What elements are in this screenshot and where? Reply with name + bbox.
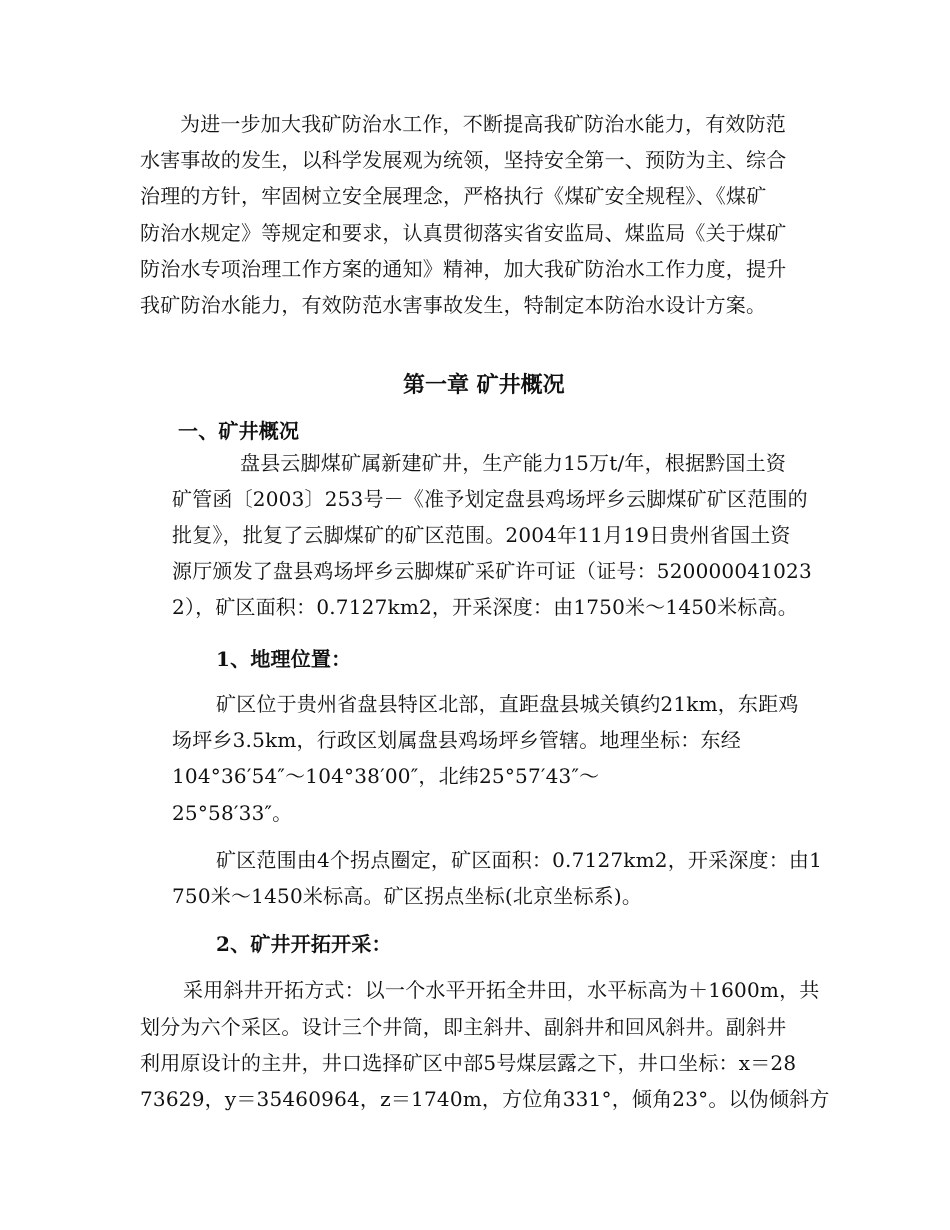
intro-line: 水害事故的发生，以科学发展观为统领，坚持安全第一、预防为主、综合 <box>140 148 787 172</box>
section-line: 批复》，批复了云脚煤矿的矿区范围。2004年11月19日贵州省国土资 <box>172 523 791 547</box>
section-heading: 一、矿井概况 <box>178 419 300 443</box>
subsection-line: 场坪乡3.5km，行政区划属盘县鸡场坪乡管辖。地理坐标：东经 <box>172 728 741 752</box>
subsection-line: 矿区范围由4个拐点圈定，矿区面积：0.7127km2，开采深度：由1 <box>216 848 823 872</box>
subsection-line: 划分为六个采区。设计三个井筒，即主斜井、副斜井和回风斜井。副斜井 <box>140 1015 787 1039</box>
subsection-line: 104°36′54″～104°38′00″，北纬25°57′43″～ <box>172 764 600 788</box>
subsection-heading: 2、矿井开拓开采： <box>216 932 392 956</box>
section-line: 2），矿区面积：0.7127km2，开采深度：由1750米～1450米标高。 <box>172 595 798 619</box>
subsection-line: 25°58′33″。 <box>172 801 293 825</box>
subsection-line: 利用原设计的主井，井口选择矿区中部5号煤层露之下，井口坐标：x＝28 <box>140 1051 797 1075</box>
section-line: 盘县云脚煤矿属新建矿井，生产能力15万t/年，根据黔国土资 <box>240 451 787 475</box>
intro-line: 治理的方针，牢固树立安全展理念，严格执行《煤矿安全规程》、《煤矿 <box>140 184 767 208</box>
subsection-line: 73629，y＝35460964，z＝1740m，方位角331°，倾角23°。以伪倾斜方 <box>140 1087 830 1111</box>
intro-line: 我矿防治水能力，有效防范水害事故发生，特制定本防治水设计方案。 <box>140 293 767 317</box>
intro-line: 防治水专项治理工作方案的通知》精神，加大我矿防治水工作力度，提升 <box>140 257 787 281</box>
subsection-line: 矿区位于贵州省盘县特区北部，直距盘县城关镇约21km，东距鸡 <box>216 692 799 716</box>
section-line: 矿管函〔2003〕253号－《准予划定盘县鸡场坪乡云脚煤矿矿区范围的 <box>172 487 808 511</box>
section-line: 源厅颁发了盘县鸡场坪乡云脚煤矿采矿许可证（证号：520000041023 <box>172 559 812 583</box>
subsection-line: 750米～1450米标高。矿区拐点坐标(北京坐标系)。 <box>172 884 643 908</box>
subsection-line: 采用斜井开拓方式：以一个水平开拓全井田，水平标高为＋1600m，共 <box>183 978 820 1002</box>
intro-line: 为进一步加大我矿防治水工作，不断提高我矿防治水能力，有效防范 <box>180 112 786 136</box>
intro-line: 防治水规定》等规定和要求，认真贯彻落实省安监局、煤监局《关于煤矿 <box>140 221 787 245</box>
chapter-title: 第一章 矿井概况 <box>403 372 565 398</box>
subsection-heading: 1、地理位置： <box>216 647 352 671</box>
